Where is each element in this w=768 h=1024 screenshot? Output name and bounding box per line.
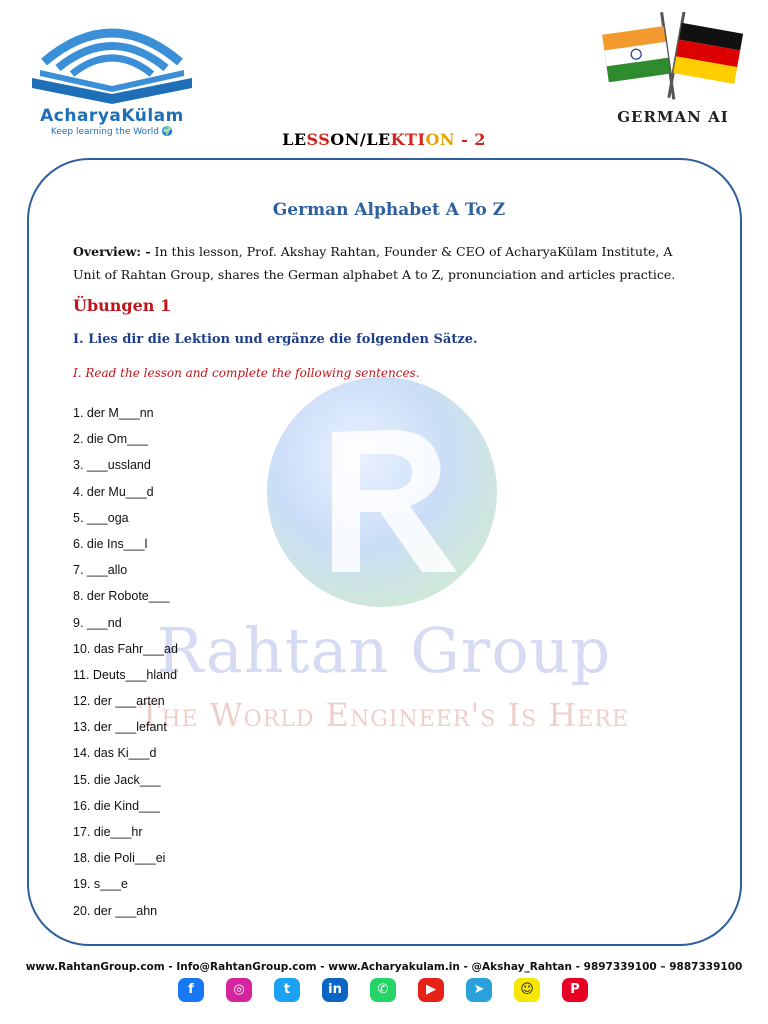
open-book-icon xyxy=(24,12,200,106)
exercise-item: 16. die Kind___ xyxy=(73,798,160,813)
exercise-item: 7. ___allo xyxy=(73,563,128,578)
instruction-english: I. Read the lesson and complete the following sentences. xyxy=(73,366,420,380)
lesson-title-part: ON xyxy=(425,130,455,149)
logo-tagline: Keep learning the World 🌍 xyxy=(50,127,174,137)
facebook-icon[interactable]: f xyxy=(178,978,204,1002)
lesson-title xyxy=(0,130,768,149)
watermark-title: Rahtan Group xyxy=(156,614,612,687)
linkedin-icon[interactable]: in xyxy=(322,978,348,1002)
exercise-item: 8. der Robote___ xyxy=(73,589,170,604)
lesson-title-part: ON/LE xyxy=(330,130,391,149)
social-icons-row xyxy=(178,978,598,1004)
crossed-flags-icon xyxy=(598,12,748,108)
section-title: Übungen 1 xyxy=(73,296,172,315)
watermark-subtitle: The World Engineer's Is Here xyxy=(139,696,629,734)
lesson-title-part: KTI xyxy=(390,130,426,149)
pinterest-icon[interactable]: P xyxy=(562,978,588,1002)
exercise-item: 19. s___e xyxy=(73,877,128,892)
telegram-icon[interactable]: ➤ xyxy=(466,978,492,1002)
exercise-item: 6. die Ins___l xyxy=(73,536,148,551)
acharyakulam-logo xyxy=(22,12,202,137)
exercise-item: 5. ___oga xyxy=(73,510,129,525)
document-heading: German Alphabet A To Z xyxy=(272,200,506,220)
rahtan-watermark-logo xyxy=(262,372,502,612)
exercise-item: 4. der Mu___d xyxy=(73,484,154,499)
logo-name: AcharyaKülam xyxy=(40,106,184,126)
exercise-item: 3. ___ussland xyxy=(73,458,151,473)
exercise-item: 12. der ___arten xyxy=(73,694,165,709)
overview-text: In this lesson, Prof. Akshay Rahtan, Founder & CEO of AcharyaKülam Institute, A Unit of Rahtan Group, shares the German alphabet A to Z, pronunciation and articles practice. xyxy=(73,244,676,282)
exercise-item: 15. die Jack___ xyxy=(73,772,161,787)
german-ai-logo xyxy=(598,12,748,132)
exercise-item: 20. der ___ahn xyxy=(73,903,158,918)
lesson-title-part: LE xyxy=(282,130,307,149)
lesson-title-part: - 2 xyxy=(455,130,486,149)
footer-contact-line: www.RahtanGroup.com - Info@RahtanGroup.com - www.Acharyakulam.in - @Akshay_Rahtan - 9897339100 – 9887339100 xyxy=(25,961,743,973)
exercise-item: 14. das Ki___d xyxy=(73,746,157,761)
instagram-icon[interactable]: ◎ xyxy=(226,978,252,1002)
overview-paragraph xyxy=(73,240,703,286)
snapchat-icon[interactable]: ☺ xyxy=(514,978,540,1002)
overview-label: Overview: - xyxy=(73,244,151,259)
german-ai-caption: GERMAN AI xyxy=(617,108,729,126)
exercise-item: 10. das Fahr___ad xyxy=(73,641,178,656)
exercise-item: 18. die Poli___ei xyxy=(73,851,166,866)
youtube-icon[interactable]: ▶ xyxy=(418,978,444,1002)
instruction-german: I. Lies dir die Lektion und ergänze die folgenden Sätze. xyxy=(73,332,478,347)
exercise-item: 13. der ___lefant xyxy=(73,720,167,735)
lesson-title-part: SS xyxy=(306,130,331,149)
exercise-item: 17. die___hr xyxy=(73,825,143,839)
twitter-icon[interactable]: t xyxy=(274,978,300,1002)
exercise-list xyxy=(73,404,178,928)
exercise-item: 1. der M___nn xyxy=(73,406,154,420)
whatsapp-icon[interactable]: ✆ xyxy=(370,978,396,1002)
exercise-item: 9. ___nd xyxy=(73,615,122,630)
exercise-item: 2. die Om___ xyxy=(73,432,149,447)
exercise-item: 11. Deuts___hland xyxy=(73,667,178,682)
